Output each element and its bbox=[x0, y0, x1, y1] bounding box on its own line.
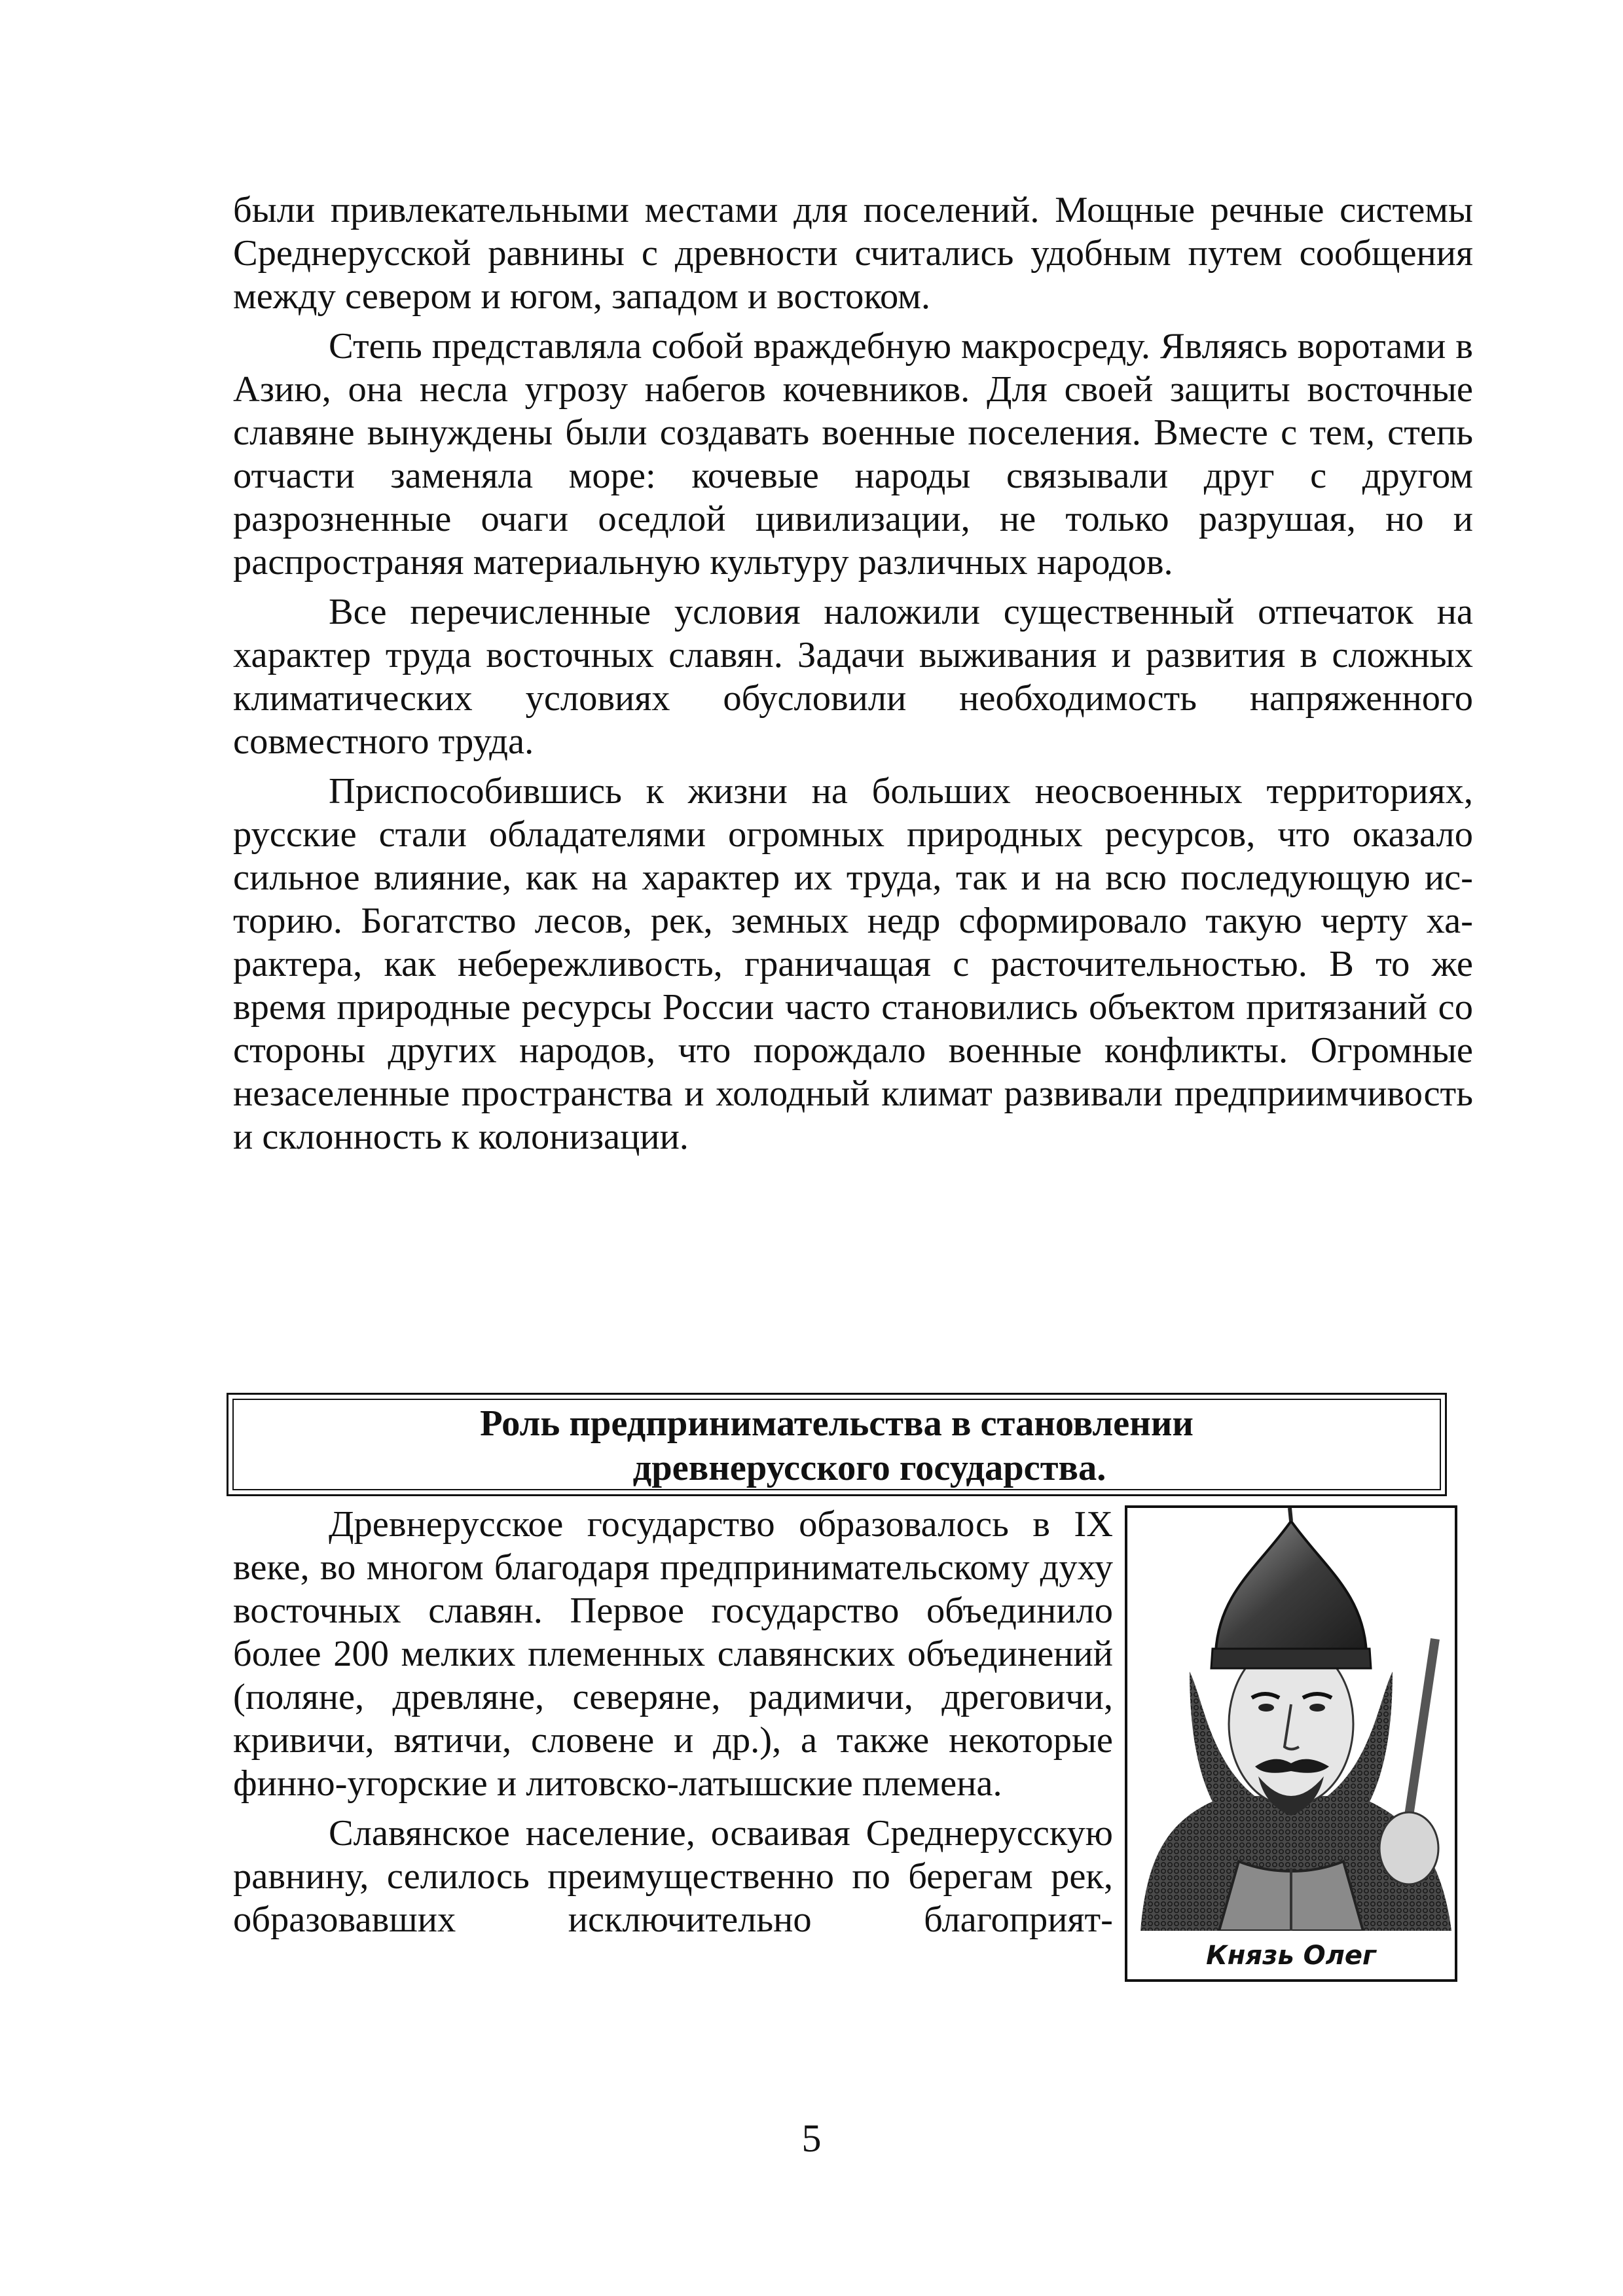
section-text-block bbox=[233, 1503, 1113, 1941]
top-text-block bbox=[233, 188, 1473, 1158]
section-heading-line-1: Роль предпринимательства в становлении bbox=[480, 1403, 1194, 1444]
portrait-figure bbox=[1125, 1505, 1457, 1982]
section-heading-box bbox=[227, 1393, 1447, 1496]
paragraph-steppe: Степь представляла собой враждебную макросреду. Являясь воротами в Азию, она несла угрозу набегов кочевников. Для своей защиты восточные славяне вынуждены были создавать военные поселения. Вместе с тем, степь отчасти заменяла море: кочевые народы связывали друг с другом разрозненные очаги оседлой цивилизации, не только разрушая, но и распространяя материальную культуру различных народов. bbox=[233, 326, 1473, 583]
page-number: 5 bbox=[801, 2117, 822, 2160]
paragraph-natural-resources: Приспособившись к жизни на больших неосвоенных территориях, русские стали обладателями огромных природных ресурсов, что оказало сильное влияние, как на характер их труда, так и на всю последующую историю. Богатство лесов, рек, земных недр сформировало такую черту характера, как небережливость, граничащая с расточительностью. В то же время природные ресурсы России часто становились объектом притязаний со стороны других народов, что порождало военные конфликты. Огромные незаселенные пространства и холодный климат развивали предприимчивость и склонность к колонизации. bbox=[233, 771, 1473, 1157]
prince-oleg-portrait bbox=[1127, 1508, 1455, 1931]
paragraph-rivers: были привлекательными местами для поселений. Мощные речные системы Среднерусской равнины с древности считались удобным путем сообщения между севером и югом, западом и востоком. bbox=[233, 190, 1473, 317]
portrait-caption: Князь Олег bbox=[1206, 1941, 1376, 1971]
section-heading bbox=[228, 1401, 1445, 1490]
paragraph-settlement: Славянское население, осваивая Среднерусскую равнину, селилось преимущественно по берегам рек, образовавших исключительно благоприят- bbox=[233, 1813, 1113, 1940]
paragraph-labor-conditions: Все перечисленные условия наложили существенный отпечаток на характер труда восточных славян. Задачи выживания и развития в сложных климатических условиях обусловили необходимость напряженного совместного труда. bbox=[233, 592, 1473, 762]
section-heading-line-2: древнерусского государства. bbox=[632, 1448, 1106, 1488]
paragraph-state-formation: Древнерусское государство образовалось в IX веке, во многом благодаря предпринимательскому духу восточных славян. Первое государство объединило более 200 мелких племенных славянских объединений (поляне, древляне, северяне, радимичи, дреговичи, кривичи, вятичи, словене и др.), а также некоторые финно-угорские и литовско-латышские племена. bbox=[233, 1504, 1113, 1804]
